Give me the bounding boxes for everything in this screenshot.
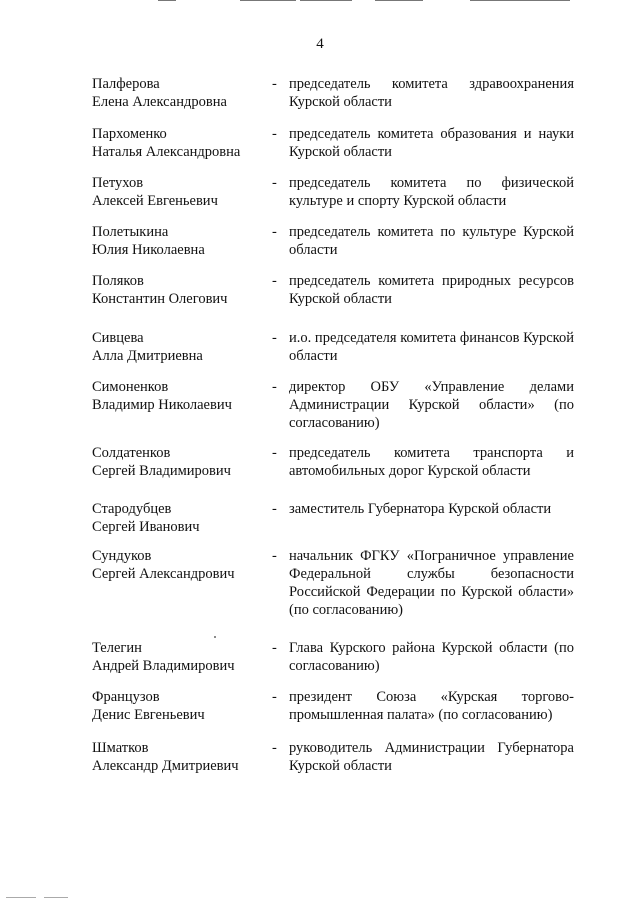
scan-speck	[214, 636, 216, 638]
member-surname: Симоненков	[92, 379, 169, 395]
member-name	[92, 272, 272, 308]
entry-dash: -	[272, 273, 277, 289]
scan-mark	[470, 0, 570, 1]
member-role: начальник ФГКУ «Пограничное управление Федеральной службы безопасности Российской Федерации по Курской области» (по согласованию)	[289, 548, 574, 618]
entry-dash: -	[272, 501, 277, 517]
member-name	[92, 174, 272, 210]
scan-speck	[6, 897, 36, 898]
member-given-names: Наталья Александровна	[92, 144, 241, 160]
scan-mark	[240, 0, 296, 1]
scan-mark	[158, 0, 176, 1]
scan-mark	[375, 0, 423, 1]
member-given-names: Алексей Евгеньевич	[92, 193, 218, 209]
member-name	[92, 547, 272, 583]
member-surname: Солдатенков	[92, 445, 171, 461]
member-role: руководитель Администрации Губернатора Курской области	[289, 740, 574, 774]
member-surname: Палферова	[92, 76, 160, 92]
member-role: директор ОБУ «Управление делами Администрации Курской области» (по согласованию)	[289, 379, 574, 431]
member-given-names: Елена Александровна	[92, 94, 227, 110]
member-surname: Сивцева	[92, 330, 144, 346]
member-name	[92, 75, 272, 111]
entry-dash: -	[272, 76, 277, 92]
member-given-names: Владимир Николаевич	[92, 397, 232, 413]
member-surname: Французов	[92, 689, 160, 705]
member-role: председатель комитета природных ресурсов Курской области	[289, 273, 574, 307]
member-name	[92, 500, 272, 536]
member-role: председатель комитета по культуре Курской области	[289, 224, 574, 258]
member-name	[92, 378, 272, 414]
member-role: председатель комитета транспорта и автомобильных дорог Курской области	[289, 445, 574, 479]
entry-dash: -	[272, 689, 277, 705]
entry-dash: -	[272, 126, 277, 142]
member-role: председатель комитета по физической культуре и спорту Курской области	[289, 175, 574, 209]
member-name	[92, 444, 272, 480]
member-given-names: Юлия Николаевна	[92, 242, 205, 258]
entry-dash: -	[272, 224, 277, 240]
member-name	[92, 329, 272, 365]
page-number: 4	[316, 36, 324, 52]
member-role: председатель комитета образования и науки Курской области	[289, 126, 574, 160]
member-given-names: Сергей Владимирович	[92, 463, 231, 479]
scan-mark	[300, 0, 352, 1]
member-given-names: Сергей Александрович	[92, 566, 235, 582]
entry-dash: -	[272, 175, 277, 191]
scan-speck	[44, 897, 68, 898]
member-given-names: Андрей Владимирович	[92, 658, 235, 674]
member-name	[92, 688, 272, 724]
member-role: и.о. председателя комитета финансов Курской области	[289, 330, 574, 364]
member-surname: Петухов	[92, 175, 144, 191]
member-surname: Пархоменко	[92, 126, 167, 142]
member-role: президент Союза «Курская торгово-промышленная палата» (по согласованию)	[289, 689, 574, 723]
member-role: заместитель Губернатора Курской области	[289, 501, 552, 517]
member-name	[92, 125, 272, 161]
member-given-names: Александр Дмитриевич	[92, 758, 239, 774]
member-surname: Сундуков	[92, 548, 152, 564]
member-role: Глава Курского района Курской области (по согласованию)	[289, 640, 574, 674]
member-surname: Поляков	[92, 273, 144, 289]
member-given-names: Алла Дмитриевна	[92, 348, 203, 364]
member-role: председатель комитета здравоохранения Курской области	[289, 76, 574, 110]
member-surname: Шматков	[92, 740, 149, 756]
entry-dash: -	[272, 445, 277, 461]
entry-dash: -	[272, 548, 277, 564]
entry-dash: -	[272, 740, 277, 756]
entry-dash: -	[272, 330, 277, 346]
member-given-names: Денис Евгеньевич	[92, 707, 205, 723]
member-surname: Полетыкина	[92, 224, 169, 240]
member-surname: Стародубцев	[92, 501, 172, 517]
member-given-names: Константин Олегович	[92, 291, 228, 307]
member-name	[92, 639, 272, 675]
member-surname: Телегин	[92, 640, 142, 656]
member-name	[92, 223, 272, 259]
entry-dash: -	[272, 640, 277, 656]
member-given-names: Сергей Иванович	[92, 519, 200, 535]
member-name	[92, 739, 272, 775]
entry-dash: -	[272, 379, 277, 395]
